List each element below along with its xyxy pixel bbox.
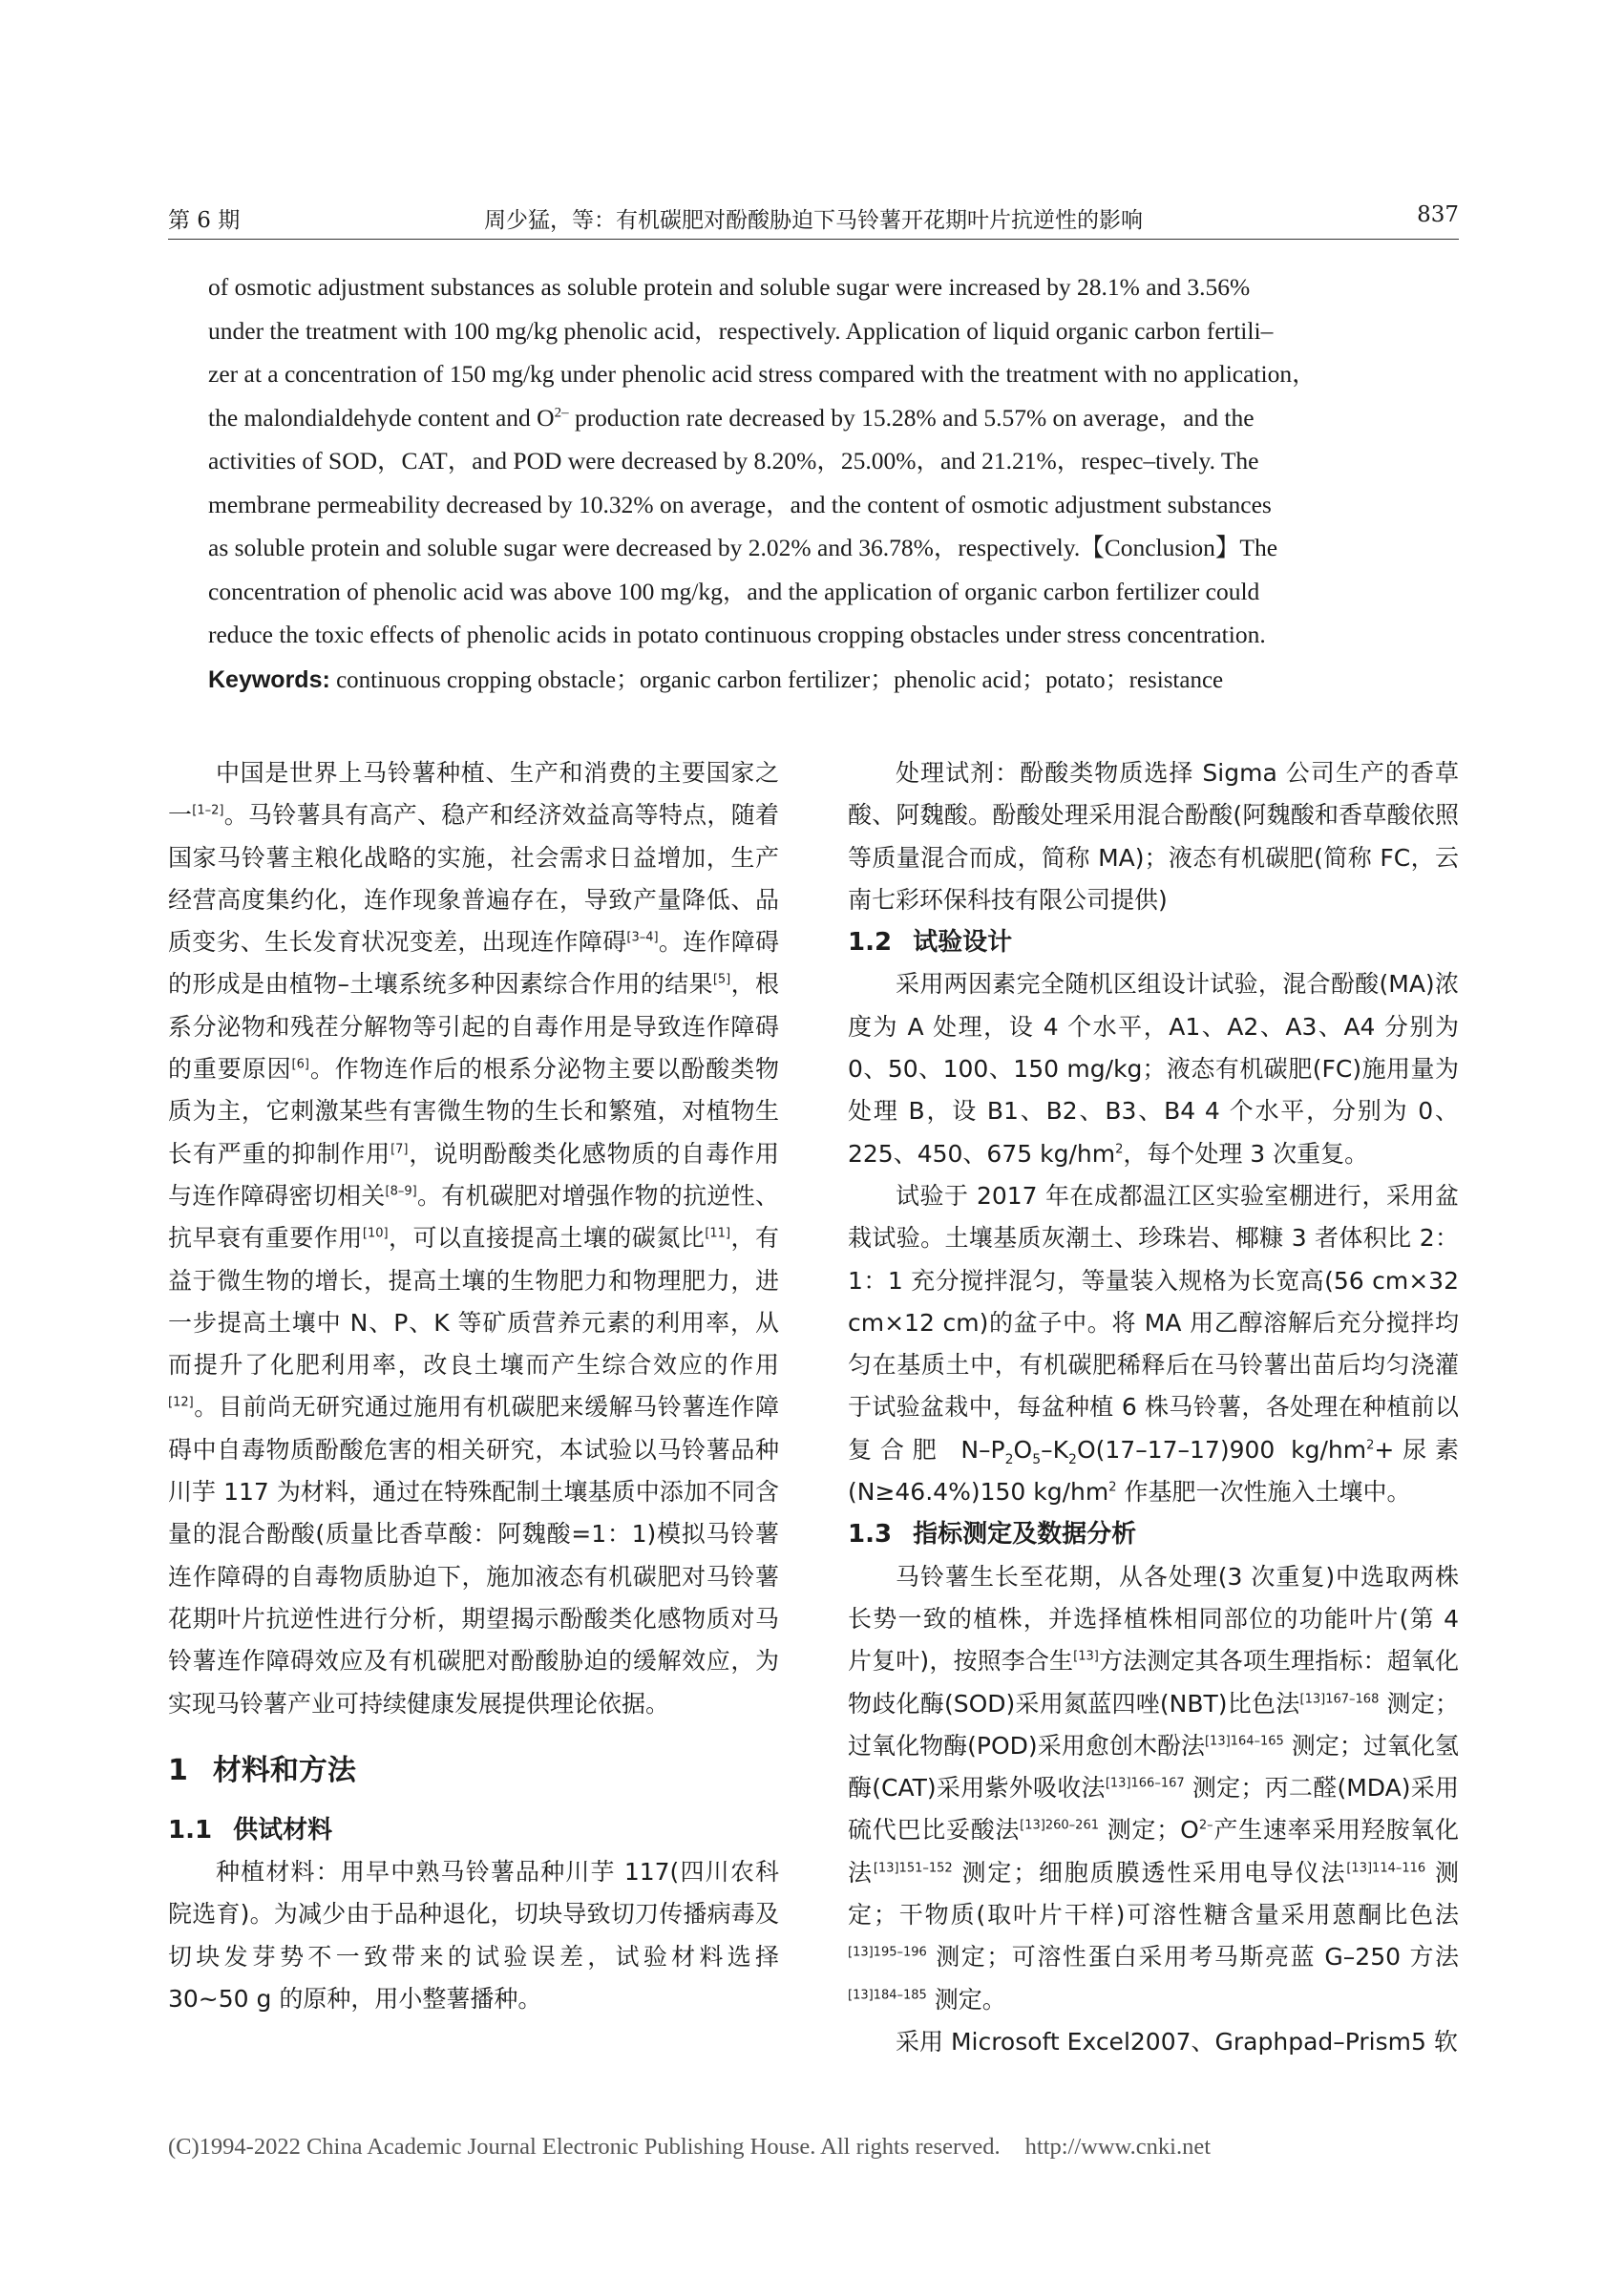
body-text: 测定；丙二醛(MDA)采用硫代巴比妥酸法 <box>848 1774 1459 1845</box>
abstract-line: zer at a concentration of 150 mg/kg under phenolic acid stress compared with the treatment with no application， <box>208 360 1317 388</box>
body-text: 方法测定其各项生理指标：超氧化物歧化酶(SOD)采用氮蓝四唑(NBT)比色法 <box>848 1647 1459 1718</box>
abstract-line: under the treatment with 100 mg/kg phenolic acid，respectively. Application of liquid organic carbon fertili– <box>208 316 1274 345</box>
body-text: 测定；细胞质膜透性采用电导仪法 <box>952 1858 1347 1887</box>
citation: [3–4] <box>626 930 659 945</box>
body-text: 作基肥一次性施入土壤中。 <box>1116 1478 1411 1507</box>
citation: [13]195–196 <box>848 1945 927 1960</box>
citation: [10] <box>362 1226 389 1241</box>
section-title: 供试材料 <box>233 1815 333 1845</box>
header-rule <box>168 239 1459 240</box>
body-text: O(17–17–17)900 kg/hm <box>1076 1435 1367 1464</box>
citation: [13]260–261 <box>1020 1819 1099 1834</box>
body-text: –K <box>1041 1435 1069 1464</box>
body-text: 测定；可溶性蛋白采用考马斯亮蓝 G–250 方法 <box>926 1943 1459 1972</box>
abstract-line: concentration of phenolic acid was above 100 mg/kg，and the application of organic carbon fertilizer could <box>208 577 1260 605</box>
keywords <box>208 661 1459 700</box>
right-column <box>848 752 1459 2063</box>
body-text: ，说明酚酸类化感物质的自毒作用与连作障碍密切相关 <box>168 1139 779 1210</box>
materials-paragraph: 种植材料：用早中熟马铃薯品种川芋 117(四川农科院选育)。为减少由于品种退化，切块导致切刀传播病毒及切块发芽势不一致带来的试验误差，试验材料选择 30~50 g 的原种，用小整薯播种。 <box>168 1858 779 2014</box>
body-text: ，有益于微生物的增长，提高土壤的生物肥力和物理肥力，进一步提高土壤中 N、P、K 等矿质营养元素的利用率，从而提升了化肥利用率，改良土壤而产生综合效应的作用 <box>168 1224 779 1380</box>
superscript: 2 <box>1115 1142 1124 1157</box>
body-text: 中国是世界上马铃薯种植、生产和消费的主要国家之一 <box>168 759 779 830</box>
abstract-line <box>208 396 1459 440</box>
citation: [13] <box>1073 1649 1099 1664</box>
subscript: 2 <box>1004 1451 1014 1467</box>
page-number: 837 <box>1417 202 1459 227</box>
superscript: 2– <box>1198 1819 1213 1834</box>
abstract-text: the malondialdehyde content and O <box>208 403 555 432</box>
subscript: 2 <box>1068 1451 1077 1467</box>
section-heading-1-1 <box>168 1809 779 1851</box>
body-text: 。作物连作后的根系分泌物主要以酚酸类物质为主，它刺激某些有害微生物的生长和繁殖，对植物生长有严重的抑制作用 <box>168 1055 779 1168</box>
body-text: O <box>1013 1435 1033 1464</box>
subscript: 5 <box>1032 1451 1042 1467</box>
site-paragraph <box>848 1175 1459 1513</box>
design-paragraph <box>848 963 1459 1174</box>
abstract-line: activities of SOD，CAT，and POD were decreased by 8.20%，25.00%，and 21.21%，respec–tively. The <box>208 447 1259 475</box>
software-paragraph: 采用 Microsoft Excel2007、Graphpad–Prism5 软 <box>896 2027 1458 2056</box>
body-text: 测定；过氧化物酶(POD)采用愈创木酚法 <box>848 1689 1460 1760</box>
intro-paragraph <box>168 752 779 1725</box>
abstract-line: reduce the toxic effects of phenolic acids in potato continuous cropping obstacles under stress concentration. <box>208 621 1266 648</box>
body-text: ，每个处理 3 次重复。 <box>1123 1139 1369 1168</box>
citation: [13]184–185 <box>848 1988 927 2003</box>
section-title: 试验设计 <box>913 928 1013 958</box>
superscript: 2– <box>554 405 569 420</box>
body-text: 采用两因素完全随机区组设计试验，混合酚酸(MA)浓度为 A 处理，设 4 个水平，A1、A2、A3、A4 分别为 0、50、100、150 mg/kg；液态有机碳肥(FC)施用量为处理 B，设 B1、B2、B3、B4 4 个水平，分别为 0、225、450、675 kg/hm <box>848 970 1459 1168</box>
body-text: 测定；O <box>1098 1816 1199 1845</box>
body-text: ，根系分泌物和残茬分解物等引起的自毒作用是导致连作障碍的重要原因 <box>168 970 779 1084</box>
abstract-text: production rate decreased by 15.28% and 5.57% on average，and the <box>568 403 1255 432</box>
body-text: 。有机碳肥对增强作物的抗逆性、抗早衰有重要作用 <box>168 1181 779 1253</box>
citation: [7] <box>390 1142 409 1157</box>
body-text: 。连作障碍的形成是由植物–土壤系统多种因素综合作用的结果 <box>168 928 779 999</box>
section-heading-1-3 <box>848 1513 1459 1555</box>
abstract-line: of osmotic adjustment substances as soluble protein and soluble sugar were increased by 28.1% and 3.56% <box>208 273 1251 301</box>
citation: [8–9] <box>385 1184 417 1199</box>
abstract-line: as soluble protein and soluble sugar were decreased by 2.02% and 36.78%，respectively.【Conclusion】The <box>208 534 1278 561</box>
body-text: 测定；过氧化氢酶(CAT)采用紫外吸收法 <box>848 1731 1459 1803</box>
citation: [1–2] <box>192 803 224 818</box>
abstract-line: membrane permeability decreased by 10.32% on average，and the content of osmotic adjustment substances <box>208 490 1272 518</box>
superscript: 2 <box>1366 1438 1375 1453</box>
measure-paragraph <box>848 1556 1459 2021</box>
citation: [11] <box>705 1226 731 1241</box>
body-text: 。马铃薯具有高产、稳产和经济效益高等特点，随着国家马铃薯主粮化战略的实施，社会需求日益增加，生产经营高度集约化，连作现象普遍存在，导致产量降低、品质变劣、生长发育状况变差，出现连作障碍 <box>168 801 779 957</box>
body-text: 试验于 2017 年在成都温江区实验室棚进行，采用盆栽试验。土壤基质灰潮土、珍珠岩、椰糠 3 者体积比 2：1：1 充分搅拌混匀，等量装入规格为长宽高(56 cm×32 cm×12 cm)的盆子中。将 MA 用乙醇溶解后充分搅拌均匀在基质土中，有机碳肥稀释后在马铃薯出苗后均匀浇灌于试验盆栽中，每盆种植 6 株马铃薯，各处理在种植前以复合肥 N–P <box>848 1181 1459 1464</box>
reagent-paragraph: 处理试剂：酚酸类物质选择 Sigma 公司生产的香草酸、阿魏酸。酚酸处理采用混合酚酸(阿魏酸和香草酸依照等质量混合而成，简称 MA)；液态有机碳肥(简称 FC，云南七彩环保科技有限公司提供) <box>848 759 1459 914</box>
section-number: 1.3 <box>848 1520 893 1550</box>
keywords-label: Keywords: <box>208 666 330 693</box>
section-title: 指标测定及数据分析 <box>913 1520 1137 1550</box>
body-text: 马铃薯生长至花期，从各处理(3 次重复)中选取两株长势一致的植株，并选择植株相同部位的功能叶片(第 4 片复叶)，按照李合生 <box>848 1562 1459 1676</box>
body-text: 产生速率采用羟胺氧化法 <box>848 1816 1459 1887</box>
left-column <box>168 752 779 2020</box>
section-heading-1 <box>168 1748 779 1794</box>
footer-url[interactable]: http://www.cnki.net <box>1024 2134 1212 2160</box>
citation: [13]151–152 <box>873 1861 953 1876</box>
copyright-footer <box>168 2134 1459 2161</box>
section-number: 1.2 <box>848 928 893 958</box>
citation: [13]164–165 <box>1204 1734 1284 1749</box>
section-number: 1.1 <box>168 1815 213 1845</box>
superscript: 2 <box>1108 1480 1117 1495</box>
keywords-text: continuous cropping obstacle；organic carbon fertilizer；phenolic acid；potato；resistance <box>329 667 1224 693</box>
running-header <box>168 202 1459 235</box>
english-abstract <box>208 265 1459 657</box>
section-number: 1 <box>168 1753 188 1787</box>
copyright-text: (C)1994-2022 China Academic Journal Electronic Publishing House. All rights reserved. <box>168 2134 1001 2160</box>
citation: [13]167–168 <box>1299 1692 1380 1707</box>
citation: [6] <box>291 1057 309 1072</box>
citation: [13]166–167 <box>1105 1776 1185 1791</box>
body-text: 测定；干物质(取叶片干样)可溶性糖含量采用蒽酮比色法 <box>848 1858 1459 1930</box>
citation: [5] <box>712 973 731 988</box>
section-heading-1-2 <box>848 921 1459 963</box>
citation: [13]114–116 <box>1346 1861 1426 1876</box>
running-title: 周少猛，等：有机碳肥对酚酸胁迫下马铃薯开花期叶片抗逆性的影响 <box>484 208 1143 233</box>
body-text: 。目前尚无研究通过施用有机碳肥来缓解马铃薯连作障碍中自毒物质酚酸危害的相关研究，本试验以马铃薯品种川芋 117 为材料，通过在特殊配制土壤基质中添加不同含量的混合酚酸(质量比香草酸：阿魏酸=1：1)模拟马铃薯连作障碍的自毒物质胁迫下，施加液态有机碳肥对马铃薯花期叶片抗逆性进行分析，期望揭示酚酸类化感物质对马铃薯连作障碍效应及有机碳肥对酚酸胁迫的缓解效应，为实现马铃薯产业可持续健康发展提供理论依据。 <box>168 1393 779 1718</box>
body-text: 测定。 <box>926 1985 1006 2014</box>
section-title: 材料和方法 <box>212 1753 356 1787</box>
citation: [12] <box>168 1396 194 1411</box>
body-text: +尿素(N≥46.4%)150 kg/hm <box>848 1435 1459 1507</box>
body-text: ，可以直接提高土壤的碳氮比 <box>388 1224 706 1253</box>
issue-number: 第 6 期 <box>168 208 241 233</box>
